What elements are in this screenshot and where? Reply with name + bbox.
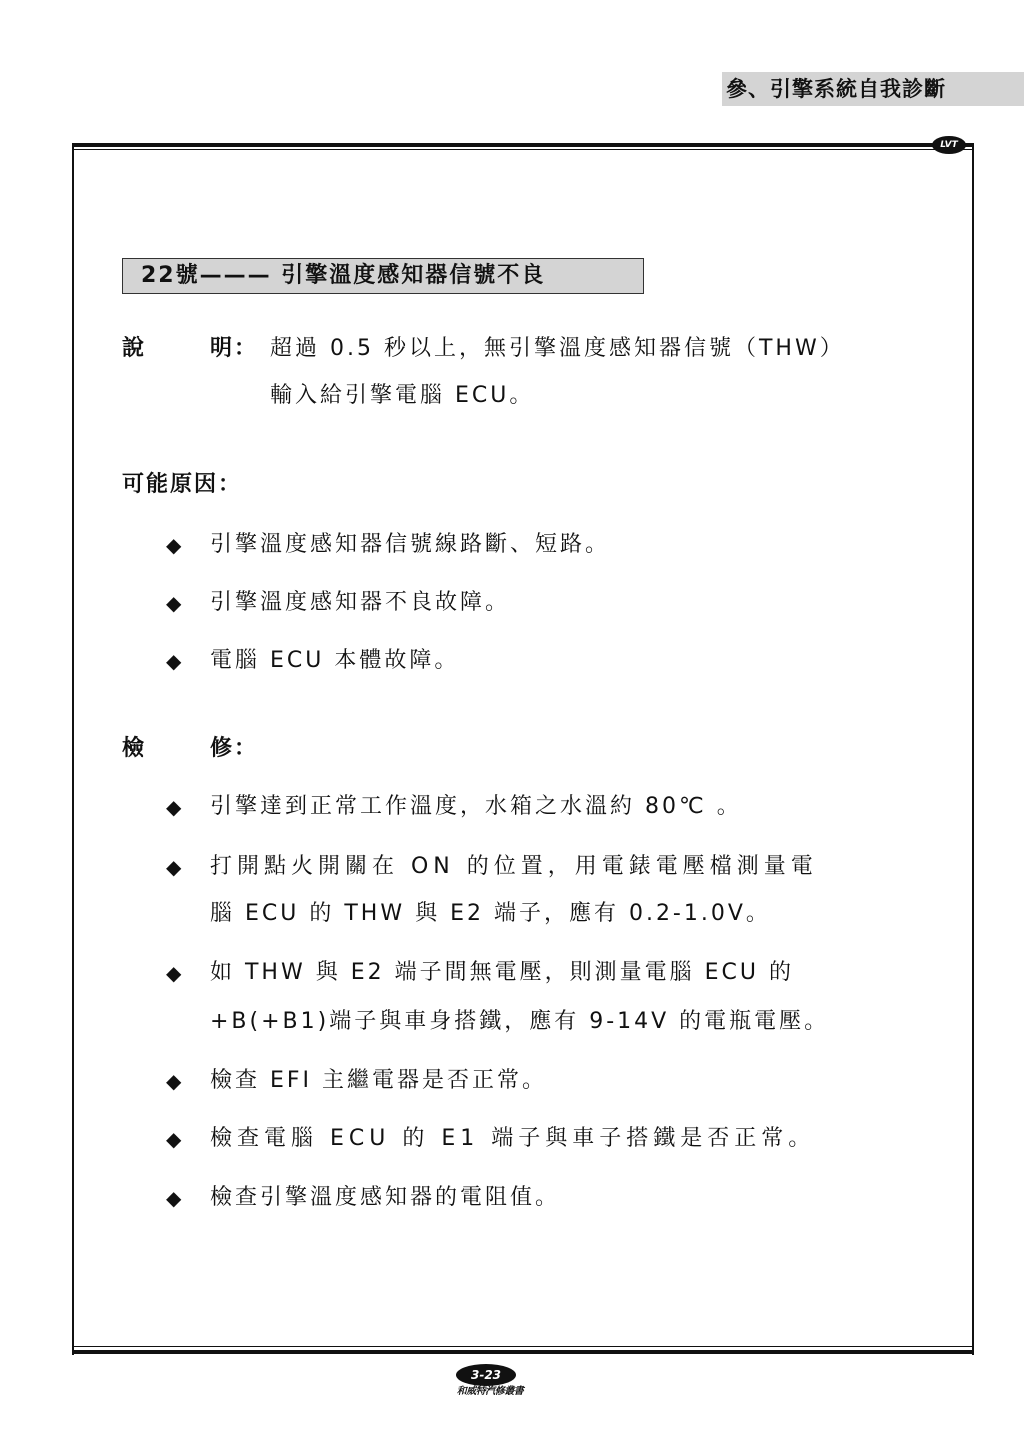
publisher-logo: LVT <box>932 136 966 154</box>
bullet-icon: ◆ <box>166 1186 182 1210</box>
page-number: 3-23 <box>456 1364 516 1386</box>
repair-item: 檢查電腦 ECU 的 E1 端子與車子搭鐵是否正常。 <box>210 1126 816 1151</box>
repair-item: 打開點火開關在 ON 的位置，用電錶電壓檔測量電 <box>210 854 818 879</box>
bullet-icon: ◆ <box>166 591 182 615</box>
bullet-icon: ◆ <box>166 855 182 879</box>
repair-item-continued: +B(+B1)端子與車身搭鐵，應有 9-14V 的電瓶電壓。 <box>210 1009 830 1034</box>
repair-item-continued: 腦 ECU 的 THW 與 E2 端子，應有 0.2-1.0V。 <box>210 901 771 926</box>
description-label-2: 明： <box>210 336 259 361</box>
bottom-rule <box>72 1346 974 1354</box>
cause-item: 引擎溫度感知器不良故障。 <box>210 590 511 615</box>
repair-item: 如 THW 與 E2 端子間無電壓，則測量電腦 ECU 的 <box>210 960 794 985</box>
publisher-name: 和威特汽修叢書 <box>456 1386 524 1397</box>
description-label-1: 說 <box>122 336 147 361</box>
repair-label-1: 檢 <box>122 736 147 761</box>
section-title: 22號——— 引擎溫度感知器信號不良 <box>122 258 644 294</box>
chapter-title: 參、引擎系統自我診斷 <box>722 72 1024 106</box>
bullet-icon: ◆ <box>166 1127 182 1151</box>
repair-item: 檢查引擎溫度感知器的電阻值。 <box>210 1185 561 1210</box>
repair-label-2: 修： <box>210 736 259 761</box>
bullet-icon: ◆ <box>166 1069 182 1093</box>
repair-item: 檢查 EFI 主繼電器是否正常。 <box>210 1068 548 1093</box>
cause-item: 電腦 ECU 本體故障。 <box>210 648 460 673</box>
bullet-icon: ◆ <box>166 961 182 985</box>
bullet-icon: ◆ <box>166 649 182 673</box>
description-line-2: 輸入給引擎電腦 ECU。 <box>270 383 535 408</box>
cause-item: 引擎溫度感知器信號線路斷、短路。 <box>210 532 611 557</box>
causes-heading: 可能原因： <box>122 472 243 497</box>
repair-item: 引擎達到正常工作溫度，水箱之水溫約 80℃ 。 <box>210 794 742 819</box>
description-line-1: 超過 0.5 秒以上，無引擎溫度感知器信號（THW） <box>270 336 845 361</box>
bullet-icon: ◆ <box>166 795 182 819</box>
page-frame <box>72 143 974 1355</box>
bullet-icon: ◆ <box>166 533 182 557</box>
